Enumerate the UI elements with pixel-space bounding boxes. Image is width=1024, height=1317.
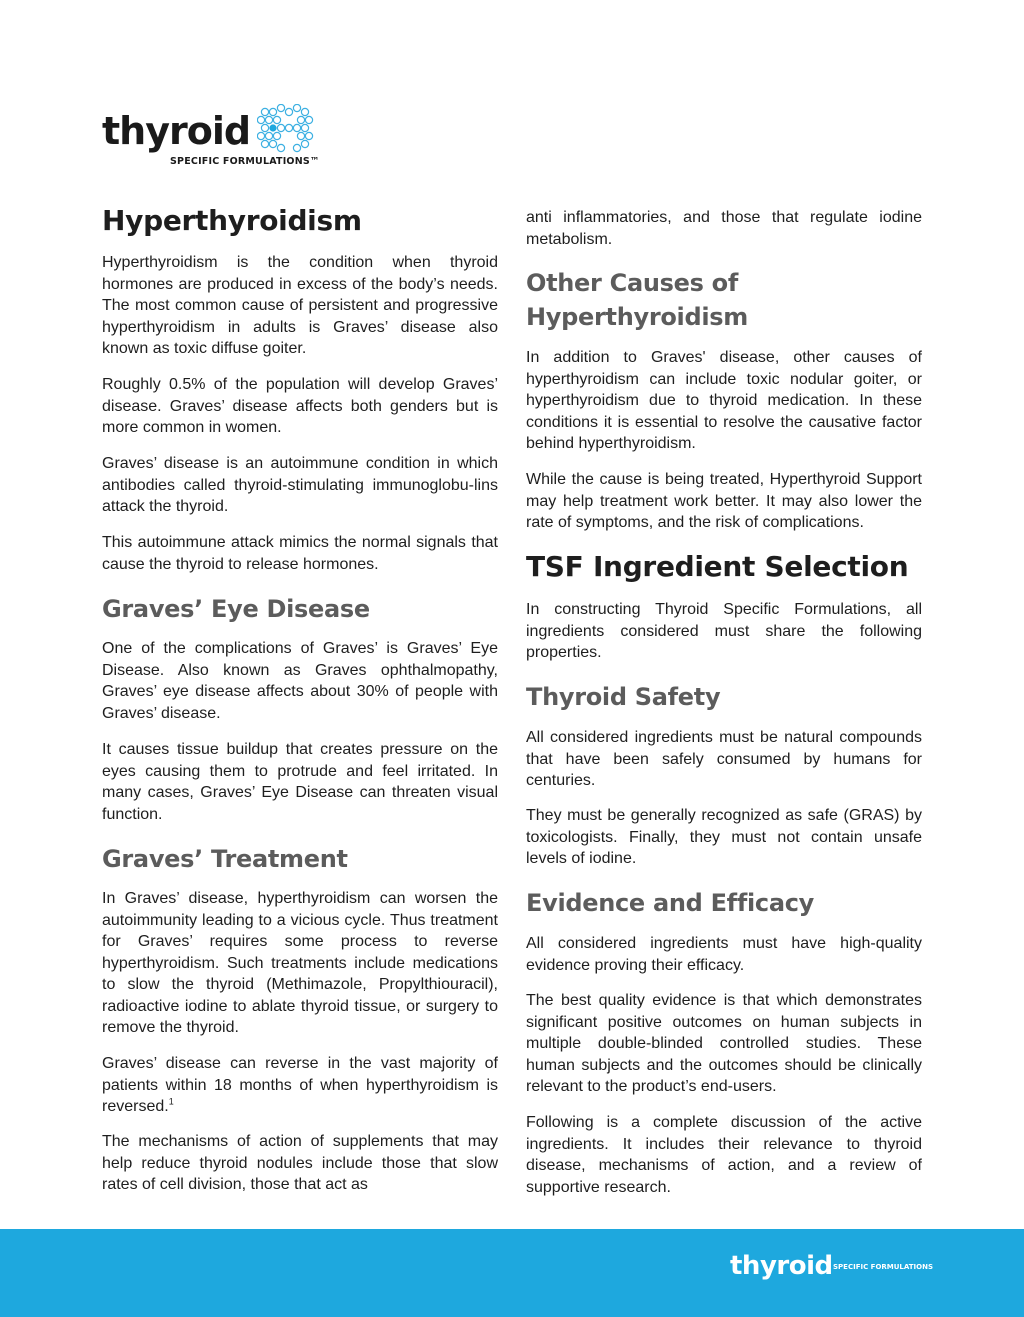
evidence-paragraph-1: All considered ingredients must have high-quality evidence proving their efficacy. — [526, 935, 922, 974]
treatment-paragraph-1: In Graves’ disease, hyperthyroidism can worsen the autoimmunity leading to a vicious cycle. Thus treatment for Graves’ requires some process to reverse hyperthyroidism. Such treatments include medications to slow the thyroid (Methimazole, Propylthiouracil), radioactive iodine to ablate thyroid tissue, or surgery to remove the thyroid. — [102, 890, 498, 1036]
footer-bar — [0, 1229, 1024, 1317]
continued-paragraph: anti inflammatories, and those that regulate iodine metabolism. — [526, 209, 922, 248]
safety-paragraph-1: All considered ingredients must be natural compounds that have been safely consumed by humans for centuries. — [526, 729, 922, 789]
section-heading-eye-disease: Graves’ Eye Disease — [102, 595, 370, 623]
section-heading-other-causes: Other Causes of Hyperthyroidism — [526, 269, 748, 331]
footer-tagline: SPECIFIC FORMULATIONS — [833, 1263, 933, 1271]
treatment-paragraph-2 — [102, 1053, 498, 1118]
section-heading-thyroid-safety: Thyroid Safety — [526, 683, 721, 711]
evidence-paragraph-3: Following is a complete discussion of the active ingredients. It includes their relevance to thyroid disease, mechanisms of action, and a review of supportive research. — [526, 1114, 922, 1196]
footer-wordmark: thyroid — [730, 1251, 833, 1281]
hyperthyroidism-paragraph-2: Roughly 0.5% of the population will develop Graves’ disease. Graves’ disease affects both genders but is more common in women. — [102, 376, 498, 436]
eye-disease-paragraph-2: It causes tissue buildup that creates pressure on the eyes causing them to protrude and feel irritated. In many cases, Graves’ Eye Disease can threaten visual function. — [102, 741, 498, 823]
other-causes-paragraph-2: While the cause is being treated, Hyperthyroid Support may help treatment work better. It may also lower the rate of symptoms, and the risk of complications. — [526, 471, 922, 531]
other-causes-paragraph-1: In addition to Graves' disease, other causes of hyperthyroidism can include toxic nodular goiter, or hyperthyroidism due to thyroid medication. In these conditions it is essential to resolve the causative factor behind hyperthyroidism. — [526, 349, 922, 452]
page-title: Hyperthyroidism — [102, 204, 362, 237]
section-heading-evidence: Evidence and Efficacy — [526, 889, 814, 917]
molecule-icon — [257, 104, 319, 156]
section-heading-treatment: Graves’ Treatment — [102, 845, 348, 873]
eye-disease-paragraph-1: One of the complications of Graves’ is Graves’ Eye Disease. Also known as Graves ophthalmopathy, Graves’ eye disease affects about 30% of people with Graves’ disease. — [102, 640, 498, 722]
treatment-paragraph-2-text: Graves’ disease can reverse in the vast majority of patients within 18 months of when hyperthyroidism is reversed. — [102, 1055, 498, 1115]
logo-wordmark: thyroid — [102, 109, 251, 153]
brand-logo — [102, 104, 342, 174]
hyperthyroidism-paragraph-3: Graves’ disease is an autoimmune condition in which antibodies called thyroid-stimulating immunoglobu-lins attack the thyroid. — [102, 455, 498, 515]
section-heading-tsf: TSF Ingredient Selection — [526, 550, 909, 583]
hyperthyroidism-paragraph-4: This autoimmune attack mimics the normal signals that cause the thyroid to release hormones. — [102, 534, 498, 573]
safety-paragraph-2: They must be generally recognized as safe (GRAS) by toxicologists. Finally, they must not contain unsafe levels of iodine. — [526, 807, 922, 867]
footnote-marker: 1 — [168, 1096, 174, 1107]
tsf-paragraph-1: In constructing Thyroid Specific Formulations, all ingredients considered must share the following properties. — [526, 601, 922, 661]
evidence-paragraph-2: The best quality evidence is that which demonstrates significant positive outcomes on human subjects in multiple double-blinded controlled studies. These human subjects and the outcomes should be clinically relevant to the product’s end-users. — [526, 992, 922, 1095]
logo-tagline: SPECIFIC FORMULATIONS™ — [170, 156, 320, 167]
hyperthyroidism-paragraph-1: Hyperthyroidism is the condition when thyroid hormones are produced in excess of the body’s needs. The most common cause of persistent and progressive hyperthyroidism in adults is Graves’ disease also known as toxic diffuse goiter. — [102, 254, 498, 357]
treatment-paragraph-3: The mechanisms of action of supplements that may help reduce thyroid nodules include those that slow rates of cell division, those that act as — [102, 1133, 498, 1193]
